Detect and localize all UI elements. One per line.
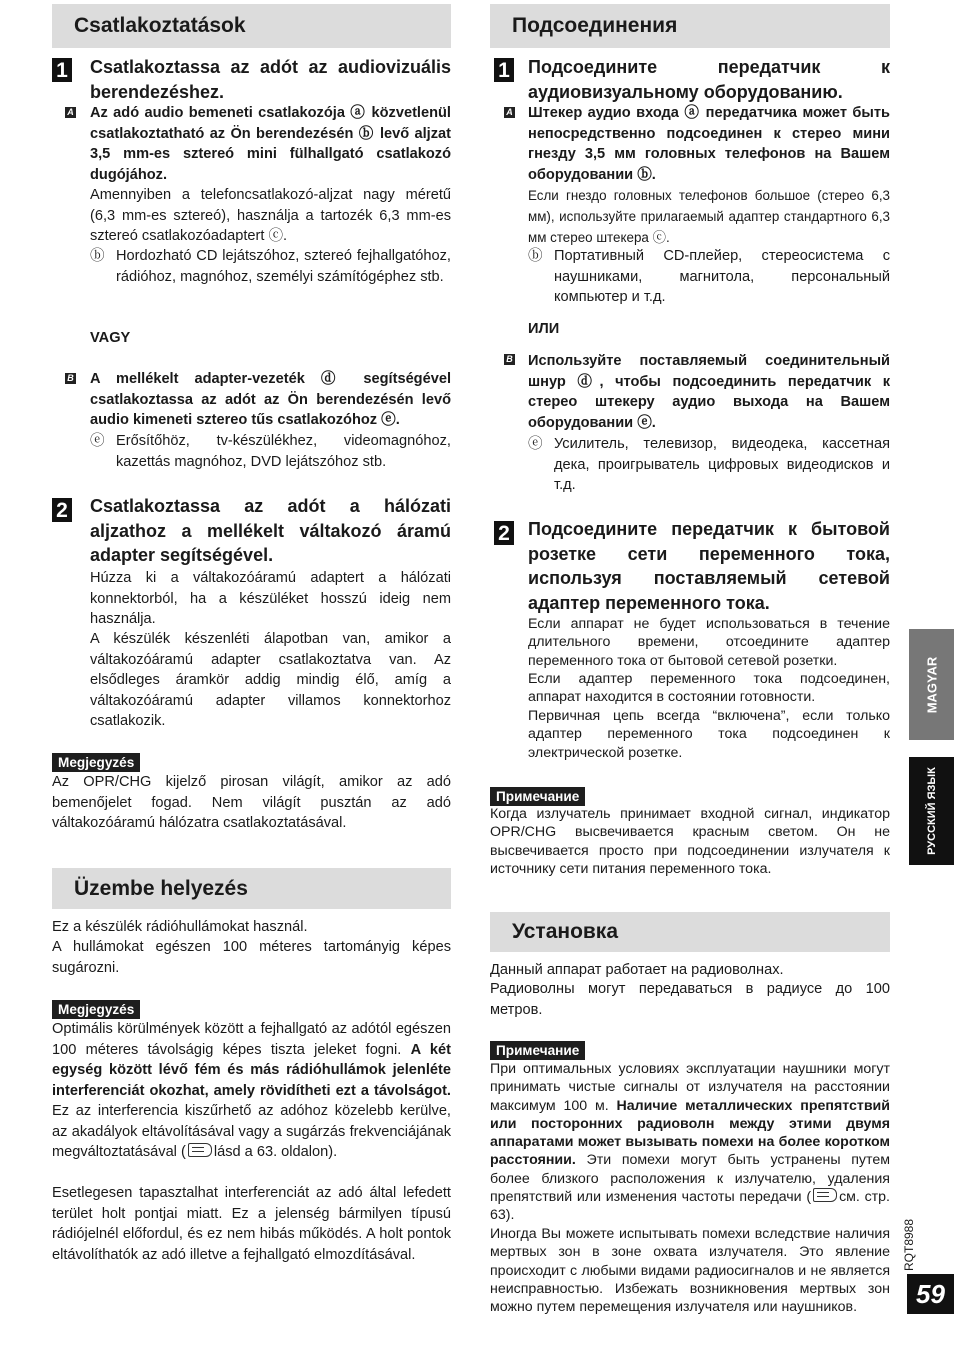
step-1-e-devices-ru: Усилитель, телевизор, видеодека, кассетная дека, проигрыватель цифровых видеодисков и т.д. — [554, 436, 890, 493]
step-1-badge-ru: 1 — [494, 58, 514, 82]
page-number: 59 — [907, 1274, 954, 1314]
note-2-text-e: Esetlegesen tapasztalhat interferenciát az adó által lefedett terület holt pontjai miatt. Ez a jelenség bármilyen típusú rádiójelnél előfordul, és ez nem hibás működés. A holt pontok eltávolíthatók az adó illetve a fejhallgató elmozdításával. — [52, 1185, 451, 1263]
section-heading-setup: Üzembe helyezés — [52, 868, 451, 909]
step-1-a-adapter-text: Amennyiben a telefoncsatlakozó-aljzat nagy méretű (6,3 mm-es sztereó), használja a tartozék 6,3 mm-es sztereó csatlakozóadaptert ⓒ. — [90, 187, 451, 244]
marker-b-ru: ⓑ — [528, 248, 543, 264]
note-1-text-ru: Когда излучатель принимает входной сигнал, индикатор OPR/CHG высвечивается красным светом. Он не высвечивается просто при подсоединении излучателя к источнику сети питания переменного тока. — [490, 806, 890, 877]
section-heading-setup-ru: Установка — [490, 912, 890, 952]
step-2-text-2-ru: Если адаптер переменного тока подсоединен, аппарат находится в состоянии готовности. — [528, 671, 890, 706]
language-tab-russian — [909, 757, 954, 865]
note-2-text-e-ru: Иногда Вы можете испытывать помехи вследствие наличия мертвых зон в зоне охвата излучателя. Это явление происходит с любыми видами радиосигналов и не является неисправностью. Избежать возникновения мертвых зон можно путем перемещения излучателя или наушников. — [490, 1226, 890, 1316]
note-2-label: Megjegyzés — [52, 1000, 140, 1019]
language-tab-russian-label: РУССКИЙ ЯЗЫК — [925, 767, 938, 855]
note-2-part-b-ru: Наличие металлических препятствий или посторонних радиоволн между этими двумя аппаратами может вызывать помехи на более коротком расстоянии. — [490, 1097, 890, 1169]
document-code — [897, 1210, 921, 1280]
marker-e: ⓔ — [90, 433, 105, 449]
note-2-part-c-ru: Эти помехи могут быть устранены путем более близкого расположения к излучателю, удаления препятствий или изменения частоты передачи ( — [490, 1152, 890, 1206]
or-separator: VAGY — [90, 330, 131, 346]
marker-e-ru: ⓔ — [528, 436, 543, 452]
setup-text-2-ru: Радиоволны могут передаваться в радиусе до 100 метров. — [490, 981, 890, 1018]
figure-a-label-ru: A — [504, 107, 515, 118]
step-1-badge: 1 — [52, 58, 72, 82]
step-1-a-text-ru: Штекер аудио входа ⓐ передатчика может быть непосредственно подсоединен к стерео мини гнезду 3,5 мм головных телефонов на Вашем оборудовании ⓑ. — [528, 105, 890, 183]
step-2-text-1: Húzza ki a váltakozóáramú adaptert a hálózati konnektorból, ha a készüléket hosszú ideig nem használja. — [90, 570, 451, 627]
step-2-title-ru: Подсоедините передатчик к бытовой розетке сети переменного тока, используя поставляемый сетевой адаптер переменного тока. — [528, 519, 890, 613]
note-2-text — [52, 1019, 451, 1163]
step-1-title: Csatlakoztassa az adót az audiovizuális berendezéshez. — [90, 57, 451, 102]
marker-b: ⓑ — [90, 248, 105, 264]
step-1-a-text: Az adó audio bemeneti csatlakozója ⓐ közvetlenül csatlakoztatható az Ön berendezésén ⓑ levő aljzat 3,5 mm-es sztereó mini fülhallgató csatlakozó dugójához. — [90, 105, 451, 183]
note-2-text-ru — [490, 1060, 890, 1225]
setup-text-1-ru: Данный аппарат работает на радиоволнах. — [490, 962, 784, 978]
or-separator-ru: ИЛИ — [528, 321, 560, 337]
note-1-text: Az OPR/CHG kijelző pirosan világít, amikor az adó bemenőjelet fogad. Nem világít pusztán az adó váltakozóáramú hálózatra csatlakoztatásával. — [52, 774, 451, 831]
step-1-b-devices-ru: Портативный CD-плейер, стереосистема с наушниками, магнитола, персональный компьютер и т.д. — [554, 248, 890, 305]
step-1-a-adapter-text-ru: Если гнездо головных телефонов большое (стерео 6,3 мм), используйте прилагаемый адаптер стандартного 6,3 мм стерео штекера ⓒ. — [528, 188, 890, 245]
step-1-title-ru: Подсоедините передатчик к аудиовизуальному оборудованию. — [528, 57, 890, 102]
note-2-part-a-ru: При оптимальных условиях эксплуатации наушники могут принимать чистые сигналы от излучателя на расстоянии максимум 100 м. — [490, 1061, 890, 1114]
section-heading-connections: Csatlakoztatások — [52, 4, 451, 48]
note-2-part-c: Ez az interferencia kiszűrhető az adóhoz közelebb kerülve, az akadályok eltávolításával vagy a sugárzás frekvenciájának megváltoztatásával ( — [52, 1103, 451, 1160]
note-2-part-b: A két egység között lévő fém és más rádióhullámok jelenléte interferenciát okozhat, amely rövidítheti ezt a távolságot. — [52, 1041, 451, 1099]
note-1-label-ru: Примечание — [490, 787, 585, 806]
pointing-hand-icon — [188, 1143, 212, 1157]
section-heading-connections-ru: Подсоединения — [490, 4, 890, 48]
note-2-part-d-ru: см. стр. 63). — [490, 1189, 890, 1224]
setup-text-2: A hullámokat egészen 100 méteres tartományig képes sugározni. — [52, 939, 451, 976]
language-tab-hungarian — [909, 629, 954, 740]
language-tab-hungarian-label: MAGYAR — [924, 656, 939, 713]
document-code-label: RQT8988 — [902, 1218, 916, 1272]
note-2-part-d: lásd a 63. oldalon). — [213, 1144, 338, 1160]
note-2-part-a: Optimális körülmények között a fejhallgató az adótól egészen 100 méteres távolságig képes tiszta jeleket fogni. — [52, 1021, 451, 1058]
figure-b-label: B — [65, 373, 76, 384]
step-2-text-2: A készülék készenléti álapotban van, amikor a váltakozóáramú adapter csatlakoztatva van. Az elsődleges áramkör addig mindig élő, amíg a váltakozóáramú adapter villamos konnektorhoz csatlakozik. — [90, 631, 451, 729]
step-2-badge: 2 — [52, 498, 72, 522]
step-2-text-3-ru: Первичная цепь всегда “включена”, если только адаптер переменного тока подсоединен к электрической розетке. — [528, 708, 890, 761]
step-1-e-devices: Erősítőhöz, tv-készülékhez, videomagnóhoz, kazettás magnóhoz, DVD lejátszóhoz stb. — [116, 433, 451, 470]
step-2-title: Csatlakoztassa az adót a hálózati aljzathoz a mellékelt váltakozó áramú adapter segítségével. — [90, 496, 451, 565]
setup-text-1: Ez a készülék rádióhullámokat használ. — [52, 919, 308, 935]
note-2-label-ru: Примечание — [490, 1041, 585, 1060]
step-1-b-devices: Hordozható CD lejátszóhoz, sztereó fejhallgatóhoz, rádióhoz, magnóhoz, személyi számítógéphez stb. — [116, 248, 451, 285]
figure-a-label: A — [65, 107, 76, 118]
step-2-badge-ru: 2 — [494, 521, 514, 545]
step-1-b-text: A mellékelt adapter-vezeték ⓓ segítségével csatlakoztassa az adót az Ön berendezésén levő audio kimeneti sztereo tűs csatlakozóhoz ⓔ. — [90, 371, 451, 428]
pointing-hand-icon — [813, 1188, 837, 1202]
note-1-label: Megjegyzés — [52, 753, 140, 772]
figure-b-label-ru: B — [504, 354, 515, 365]
step-2-text-1-ru: Если аппарат не будет использоваться в течение длительного времени, отсоедините адаптер переменного тока от бытовой сетевой розетки. — [528, 616, 890, 669]
step-1-b-text-ru: Используйте поставляемый соединительный шнур ⓓ, чтобы подсоединить передатчик к стерео штекеру аудио выхода на Вашем оборудовании ⓔ. — [528, 353, 890, 431]
